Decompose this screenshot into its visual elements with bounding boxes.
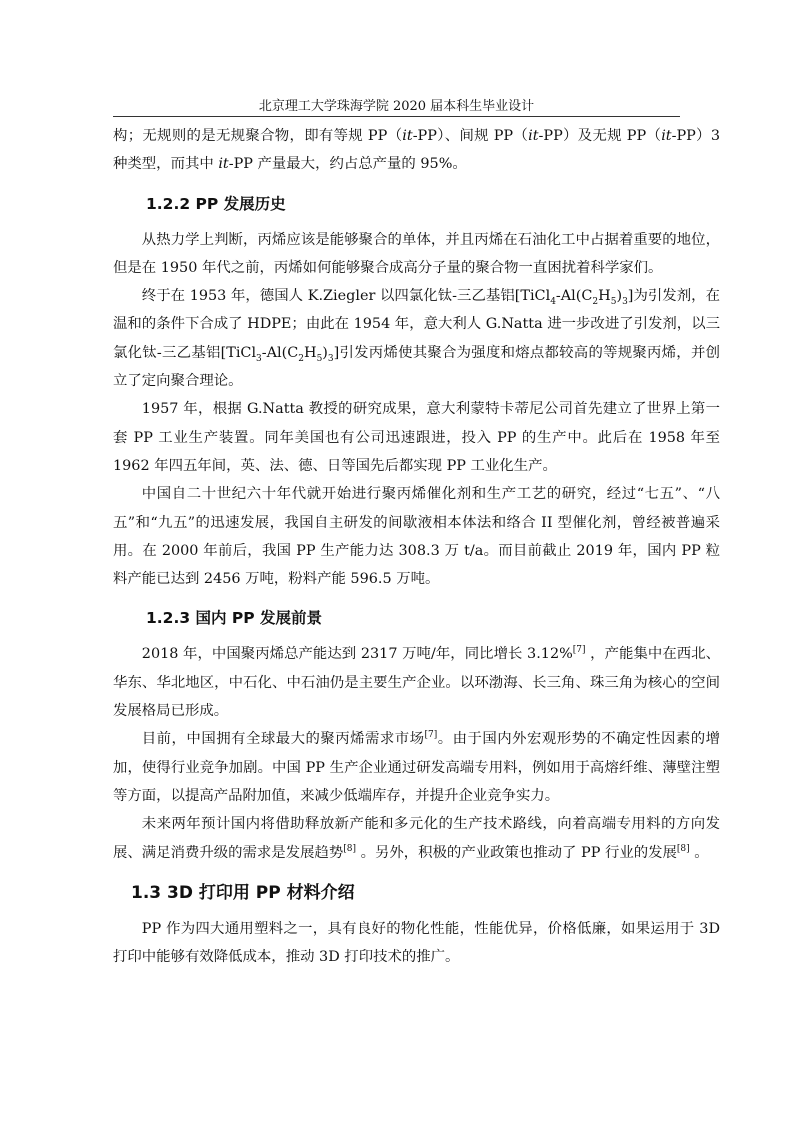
- paragraph-market: 目前，中国拥有全球最大的聚丙烯需求市场[7]。由于国内外宏观形势的不确定性因素的增加，使得行业竞争加剧。中国 PP 生产企业通过研发高端专用料，例如用于高熔纤维、薄壁注塑等方面，以提高产品附加值，来减少低端库存，并提升企业竞争实力。: [113, 730, 720, 804]
- paragraph-ziegler-natta: 终于在 1953 年，德国人 K.Ziegler 以四氯化钛-三乙基铝$[TiCl_4-Al(C_2H_5)_3]$为引发剂，在温和的条件下合成了 HDPE；由此在 1954 年，意大利人 G.Natta 进一步改进了引发剂，以三氯化钛-三乙基铝$[TiCl_3-Al(C_2H_5)_3]$引发丙烯使其聚合为强度和熔点都较高的等规聚丙烯，并创立了定向聚合理论。: [113, 288, 720, 390]
- paragraph-china-history: 中国自二十世纪六十年代就开始进行聚丙烯催化剂和生产工艺的研究，经过“七五”、“八五”和“九五”的迅速发展，我国自主研发的间歇液相本体法和络合 II 型催化剂，曾经被普遍采用。在 2000 年前后，我国 PP 生产能力达 308.3 万 t/a。而目前截止 2019 年，国内 PP 粒料产能已达到 2456 万吨，粉料产能 596.5 万吨。: [113, 486, 720, 588]
- document-body: [113, 122, 720, 971]
- citation-ref[interactable]: [8]: [343, 843, 357, 854]
- citation-ref[interactable]: [8]: [676, 843, 690, 854]
- header-rule: [113, 116, 680, 117]
- heading-1-2-2: 1.2.2 PP 发展历史: [146, 194, 286, 213]
- citation-ref[interactable]: [7]: [572, 645, 586, 656]
- citation-ref[interactable]: [7]: [424, 730, 438, 741]
- paragraph-thermodynamics: 从热力学上判断，丙烯应该是能够聚合的单体，并且丙烯在石油化工中占据着重要的地位，但是在 1950 年代之前，丙烯如何能够聚合成高分子量的聚合物一直困扰着科学家们。: [113, 231, 720, 276]
- paragraph-2018-capacity: 2018 年，中国聚丙烯总产能达到 2317 万吨/年，同比增长 3.12%[7] ，产能集中在西北、华东、华北地区，中石化、中石油仍是主要生产企业。以环渤海、长三角、珠三角为核心的空间发展格局已形成。: [113, 645, 721, 720]
- heading-1-3: 1.3 3D 打印用 PP 材料介绍: [131, 882, 355, 903]
- heading-1-2-3: 1.2.3 国内 PP 发展前景: [146, 609, 323, 628]
- paragraph-continued: 构；无规则的是无规聚合物，即有等规 PP（it-PP）、间规 PP（it-PP）及无规 PP（it-PP）3 种类型，而其中 it-PP 产量最大，约占总产量的 95%。: [113, 128, 720, 173]
- paragraph-pp-3d-printing: PP 作为四大通用塑料之一，具有良好的物化性能，性能优异，价格低廉，如果运用于 3D 打印中能够有效降低成本，推动 3D 打印技术的推广。: [113, 920, 720, 966]
- paragraph-future: 未来两年预计国内将借助释放新产能和多元化的生产技术路线，向着高端专用料的方向发展、满足消费升级的需求是发展趋势[8] 。另外，积极的产业政策也推动了 PP 行业的发展[8] 。: [113, 816, 720, 861]
- paragraph-1957: 1957 年，根据 G.Natta 教授的研究成果，意大利蒙特卡蒂尼公司首先建立了世界上第一套 PP 工业生产装置。同年美国也有公司迅速跟进，投入 PP 的生产中。此后在 1958 年至 1962 年四五年间，英、法、德、日等国先后都实现 PP 工业化生产。: [113, 401, 720, 474]
- page-header: 北京理工大学珠海学院 2020 届本科生毕业设计: [258, 99, 535, 114]
